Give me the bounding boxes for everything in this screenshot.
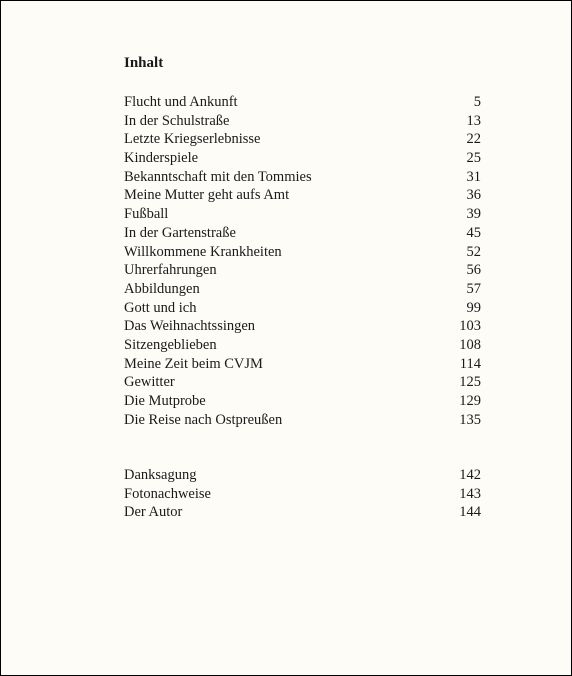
- toc-entry-title: Willkommene Krankheiten: [124, 243, 282, 260]
- toc-entry: [124, 336, 481, 355]
- toc-entry: [124, 355, 481, 374]
- toc-entry: [124, 280, 481, 299]
- toc-entry: [124, 411, 481, 430]
- toc-entry: [124, 503, 481, 522]
- toc-entry-page: 144: [459, 504, 481, 521]
- toc-entry: [124, 224, 481, 243]
- toc-entry: [124, 373, 481, 392]
- toc-entry-page: 135: [459, 411, 481, 428]
- toc-entry: [124, 149, 481, 168]
- toc-entry-page: 45: [466, 224, 481, 241]
- toc-entry-title: Das Weihnachtssingen: [124, 318, 256, 335]
- toc-entry-page: 99: [466, 299, 481, 316]
- toc-entry-title: In der Gartenstraße: [124, 224, 236, 241]
- toc-entry-page: 114: [459, 355, 481, 372]
- toc-entry: [124, 130, 481, 149]
- toc-entry: [124, 466, 481, 485]
- toc-entry-page: 57: [466, 280, 481, 297]
- toc-entry-page: 31: [466, 168, 481, 185]
- toc-entry-title: Kinderspiele: [124, 150, 199, 167]
- toc-entry: [124, 317, 481, 336]
- toc-entry-page: 103: [459, 318, 481, 335]
- toc-entry-page: 25: [466, 150, 481, 167]
- toc-entry-title: Uhrerfahrungen: [124, 262, 217, 279]
- toc-entry-title: Der Autor: [124, 504, 183, 521]
- toc-entry-page: 36: [466, 187, 481, 204]
- toc-entry-page: 13: [466, 112, 481, 129]
- toc-entry-page: 129: [459, 393, 481, 409]
- toc-entry-page: 39: [466, 206, 481, 223]
- toc-entry-title: Danksagung: [124, 467, 197, 483]
- toc-entry-page: 52: [466, 243, 481, 260]
- toc-entry-title: Letzte Kriegserlebnisse: [124, 131, 261, 148]
- toc-entry-title: In der Schulstraße: [124, 112, 230, 129]
- toc-entry: [124, 392, 481, 411]
- toc-entry-page: 5: [473, 94, 481, 110]
- toc-entry-title: Abbildungen: [124, 280, 200, 297]
- toc-entry: [124, 205, 481, 224]
- toc-entry-page: 22: [466, 131, 481, 148]
- toc-entry-page: 143: [459, 485, 481, 502]
- toc-entry: [124, 243, 481, 262]
- toc-entry: [124, 261, 481, 280]
- toc-entry-title: Die Reise nach Ostpreußen: [124, 411, 283, 428]
- toc-entry-title: Fotonachweise: [124, 485, 211, 502]
- toc-entry-title: Sitzengeblieben: [124, 336, 217, 353]
- toc-entry-page: 108: [459, 336, 481, 353]
- toc-entry-title: Bekanntschaft mit den Tommies: [124, 168, 312, 185]
- toc-entry-page: 56: [466, 262, 481, 279]
- toc-entry: [124, 299, 481, 318]
- toc-entry-title: Die Mutprobe: [124, 393, 206, 409]
- toc-back-matter-list: [124, 466, 481, 522]
- toc-entry: [124, 186, 481, 205]
- toc-main-list: [124, 93, 481, 429]
- toc-entry-title: Meine Zeit beim CVJM: [124, 355, 263, 372]
- toc-entry-title: Meine Mutter geht aufs Amt: [124, 187, 290, 204]
- toc-entry: [124, 485, 481, 504]
- toc-entry-title: Gott und ich: [124, 299, 197, 316]
- toc-entry: [124, 168, 481, 187]
- toc-entry-title: Gewitter: [124, 374, 175, 391]
- toc-heading: Inhalt: [124, 55, 164, 71]
- toc-entry-title: Fußball: [124, 206, 169, 223]
- toc-entry-page: 125: [459, 374, 481, 391]
- toc-entry-title: Flucht und Ankunft: [124, 94, 238, 110]
- toc-entry-page: 142: [459, 467, 481, 483]
- toc-entry: [124, 112, 481, 131]
- toc-entry: [124, 93, 481, 112]
